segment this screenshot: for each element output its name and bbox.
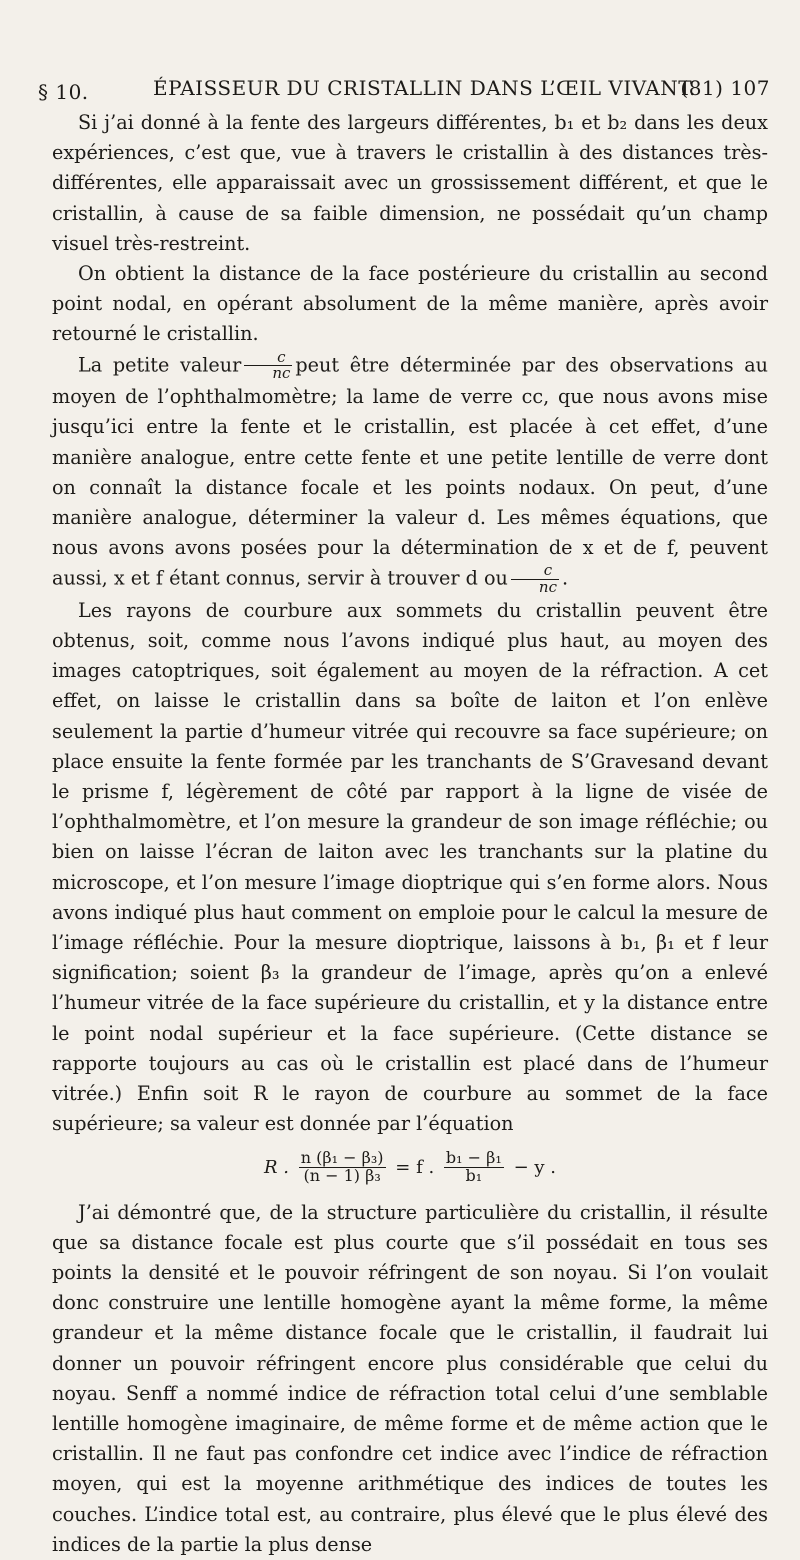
equation-equals: = f . [395,1156,435,1178]
inline-fraction [244,347,292,383]
fraction-denominator: (n − 1) β₃ [303,1166,381,1185]
equation-rhs: − y . [513,1156,556,1178]
text-run: La petite valeur [78,352,242,376]
equation-lhs: R . [264,1156,290,1178]
paragraph [52,347,769,597]
paragraph: J’ai démontré que, de la structure particulière du cristallin, il résulte que sa distance focale est plus courte que s’il possédait en tous ses points la densité et le pouvoir réfringent de son noyau. Si l’on voulait donc construire une lentille homogène ayant la même forme, la même grandeur et la même distance focale que le cristallin, il faudrait lui donner un pouvoir réfringent encore plus considérable que celui du noyau. Senff a nommé indice de réfraction total celui d’une semblable lentille homogène imaginaire, de même forme et de même action que le cristallin. Il ne faut pas confondre cet indice avec l’indice de réfraction moyen, qui est la moyenne arithmétique des indices de toutes les couches. L’indice total est, au contraire, plus élevé que le plus élevé des indices de la partie la plus dense [52,1200,768,1556]
fraction-denominator: nc [272,364,291,383]
fraction-numerator: c [511,563,559,580]
paragraph: Les rayons de courbure aux sommets du cristallin peuvent être obtenus, soit, comme nous l’avons indiqué plus haut, au moyen des images catoptriques, soit également au moyen de la réfraction. A cet effet, on laisse le cristallin dans sa boîte de laiton et l’on enlève seulement la partie d’humeur vitrée qui recouvre sa face supérieure; on place ensuite la fente formée par les tranchants de S’Gravesand devant le prisme f, légèrement de côté par rapport à la ligne de visée de l’ophthalmomètre, et l’on mesure la grandeur de son image réfléchie; ou bien on laisse l’écran de laiton avec les tranchants sur la platine du microscope, et l’on mesure l’image dioptrique qui s’en forme alors. Nous avons indiqué plus haut comment on emploie pour le calcul la mesure de l’image réfléchie. Pour la mesure dioptrique, laissons à b₁, β₁ et f leur signification; soient β₃ la grandeur de l’image, après qu’on a enlevé l’humeur vitrée de la face supérieure du cristallin, et y la distance entre le point nodal supérieur et la face supérieure. (Cette distance se rapporte toujours au cas où le cristallin est placé dans de l’humeur vitrée.) Enfin soit R le rayon de courbure au sommet de la face supérieure; sa valeur est donnée par l’équation [52,598,768,1136]
running-header [38,76,770,106]
fraction-numerator: b₁ − β₁ [445,1148,502,1168]
equation-fraction [444,1150,504,1185]
fraction-numerator: n (β₁ − β₃) [300,1148,384,1168]
section-number: § 10. [38,80,89,104]
fraction-numerator: c [244,350,292,367]
equation-fraction [299,1150,386,1185]
fraction-denominator: nc [538,578,557,597]
running-title: ÉPAISSEUR DU CRISTALLIN DANS L’ŒIL VIVANT. [153,76,697,100]
text-run: . [561,566,569,590]
paragraph: On obtient la distance de la face postérieure du cristallin au second point nodal, en opérant absolument de la même manière, après avoir retourné le cristallin. [52,262,768,346]
page-number: (81) 107 [680,76,770,100]
paragraph: Si j’ai donné à la fente des largeurs différentes, b₁ et b₂ dans les deux expériences, c’est que, vue à travers le cristallin à des distances très-différentes, elle apparaissait avec un grossissement différent, et que le cristallin, à cause de sa faible dimension, ne possédait qu’un champ visuel très-restreint. [52,111,768,255]
body-text [52,108,768,1560]
fraction-denominator: b₁ [465,1166,483,1185]
equation [52,1146,768,1190]
text-run: peut être déterminée par des observations au moyen de l’ophthalmomètre; la lame de verre cc, que nous avons mise jusqu’ici entre la fente et le cristallin, est placée à cet effet, d’une manière analogue, entre cette fente et une petite lentille de verre dont on connaît la distance focale et les points nodaux. On peut, d’une manière analogue, déterminer la valeur d. Les mêmes équations, que nous avons avons posées pour la détermination de x et de f, peuvent aussi, x et f étant connus, servir à trouver d ou [52,352,769,590]
inline-fraction [511,563,559,596]
